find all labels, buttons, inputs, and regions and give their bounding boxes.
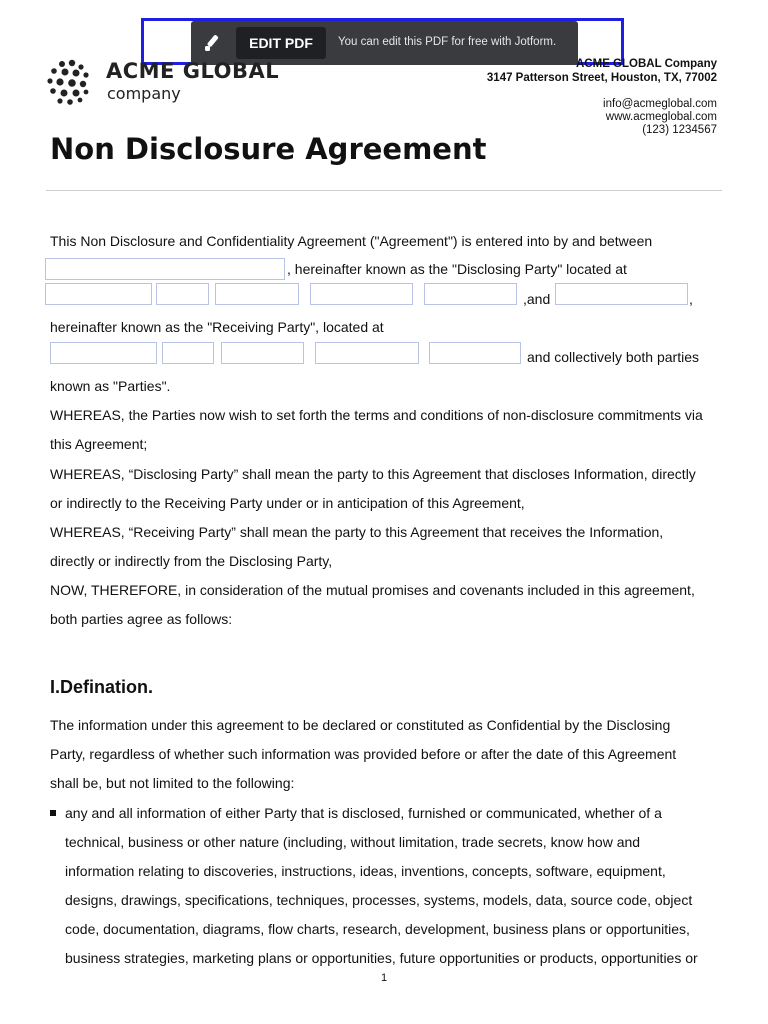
receiving-unit-field[interactable]: [162, 342, 214, 364]
receiving-state-field[interactable]: [315, 342, 419, 364]
comma-text: ,: [689, 291, 693, 307]
bullet-line: business strategies, marketing plans or opportunities, future opportunities or products, opportunities or: [65, 950, 698, 966]
bullet-line: technical, business or other nature (including, without limitation, trade secrets, know how and: [65, 834, 641, 850]
logo-name: ACME GLOBAL: [106, 59, 280, 83]
bullet-line: code, documentation, diagrams, flow charts, research, development, business plans or opportunities,: [65, 921, 690, 937]
receiving-street-field[interactable]: [50, 342, 157, 364]
body-line: known as "Parties".: [50, 378, 171, 394]
page-number: 1: [380, 972, 388, 984]
bullet-line: information relating to discoveries, instructions, ideas, inventions, concepts, software, equipment,: [65, 863, 666, 879]
section-heading: I.Defination.: [50, 677, 153, 697]
section-paragraph-line: shall be, but not limited to the following:: [50, 775, 295, 791]
body-line: this Agreement;: [50, 436, 148, 452]
company-address: 3147 Patterson Street, Houston, TX, 77002: [486, 72, 717, 84]
body-line: WHEREAS, “Disclosing Party” shall mean the party to this Agreement that discloses Information, directly: [50, 466, 696, 482]
logo-subtitle: company: [107, 84, 181, 103]
body-line: NOW, THEREFORE, in consideration of the mutual promises and covenants included in this agreement,: [50, 582, 695, 598]
body-line: , hereinafter known as the "Disclosing Party" located at: [287, 261, 627, 277]
bullet-line: any and all information of either Party that is disclosed, furnished or communicated, whether of a: [65, 805, 662, 821]
receiving-party-name-field[interactable]: [555, 283, 688, 305]
disclosing-city-field[interactable]: [215, 283, 299, 305]
body-line: directly or indirectly from the Disclosing Party,: [50, 553, 333, 569]
body-line: WHEREAS, “Receiving Party” shall mean the party to this Agreement that receives the Information,: [50, 524, 664, 540]
section-paragraph-line: Party, regardless of whether such information was provided before or after the date of this Agreement: [50, 746, 677, 762]
section-paragraph-line: The information under this agreement to be declared or constituted as Confidential by the Disclosing: [50, 717, 671, 733]
edit-pdf-button[interactable]: EDIT PDF: [236, 27, 326, 59]
company-name: ACME GLOBAL Company: [576, 58, 717, 70]
body-line: and collectively both parties: [527, 349, 699, 365]
company-email: info@acmeglobal.com: [603, 98, 717, 110]
disclosing-street-field[interactable]: [45, 283, 152, 305]
body-line: WHEREAS, the Parties now wish to set forth the terms and conditions of non-disclosure commitments via: [50, 407, 703, 423]
body-line: both parties agree as follows:: [50, 611, 233, 627]
jotform-pencil-icon: [203, 33, 223, 53]
company-website: www.acmeglobal.com: [605, 111, 717, 123]
divider: [46, 190, 722, 191]
receiving-city-field[interactable]: [221, 342, 304, 364]
disclosing-zip-field[interactable]: [424, 283, 517, 305]
disclosing-state-field[interactable]: [310, 283, 413, 305]
bullet-line: designs, drawings, specifications, techniques, processes, systems, models, data, source code, object: [65, 892, 693, 908]
page-title: Non Disclosure Agreement: [50, 132, 487, 166]
company-phone: (123) 1234567: [642, 124, 717, 136]
receiving-zip-field[interactable]: [429, 342, 521, 364]
body-line: or indirectly to the Receiving Party under or in anticipation of this Agreement,: [50, 495, 525, 511]
toolbar-message: You can edit this PDF for free with Jotform.: [338, 36, 557, 48]
acme-globe-logo-icon: [46, 59, 92, 105]
body-line: This Non Disclosure and Confidentiality Agreement ("Agreement") is entered into by and between: [50, 233, 653, 249]
and-text: ,and: [523, 291, 551, 307]
disclosing-unit-field[interactable]: [156, 283, 209, 305]
body-line: hereinafter known as the "Receiving Party", located at: [50, 319, 384, 335]
bullet-marker: [50, 810, 56, 816]
disclosing-party-name-field[interactable]: [45, 258, 285, 280]
